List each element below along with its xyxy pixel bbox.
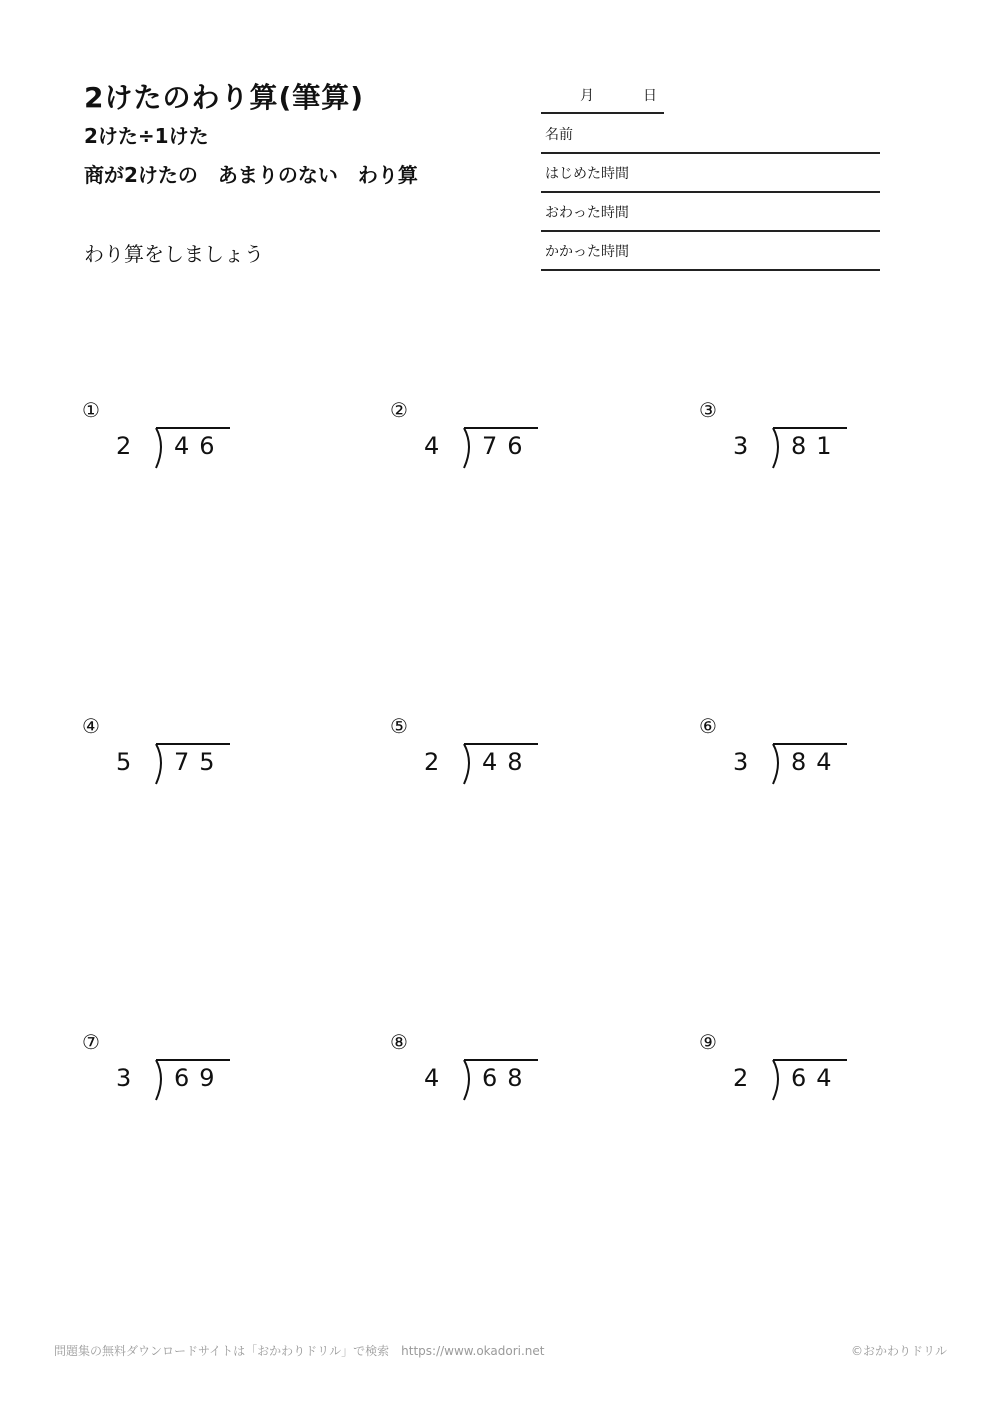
dividend: 81 <box>791 432 842 460</box>
date-month-label: 月 <box>580 88 594 104</box>
page-subtitle: 2けた÷1けた <box>84 124 209 148</box>
divisor: 5 <box>116 748 132 776</box>
divisor: 3 <box>116 1064 132 1092</box>
divisor: 4 <box>424 1064 440 1092</box>
divisor: 3 <box>733 748 749 776</box>
dividend: 46 <box>174 432 225 460</box>
problem-number: ② <box>390 398 408 422</box>
elapsed-time-field[interactable] <box>541 233 880 271</box>
problem-number: ④ <box>82 714 100 738</box>
end-time-field[interactable] <box>541 194 880 232</box>
dividend: 76 <box>482 432 533 460</box>
problem-1 <box>82 400 262 480</box>
start-time-label: はじめた時間 <box>545 166 629 182</box>
name-field[interactable] <box>541 116 880 154</box>
page-title: 2けたのわり算(筆算) <box>84 81 365 114</box>
end-time-label: おわった時間 <box>545 205 629 221</box>
dividend: 48 <box>482 748 533 776</box>
problem-2 <box>390 400 570 480</box>
problem-5 <box>390 716 570 796</box>
problem-number: ⑦ <box>82 1030 100 1054</box>
name-label: 名前 <box>545 127 573 143</box>
problem-number: ③ <box>699 398 717 422</box>
dividend: 64 <box>791 1064 842 1092</box>
problem-number: ⑨ <box>699 1030 717 1054</box>
divisor: 3 <box>733 432 749 460</box>
problem-6 <box>699 716 879 796</box>
problem-4 <box>82 716 262 796</box>
problem-number: ⑥ <box>699 714 717 738</box>
divisor: 2 <box>424 748 440 776</box>
problem-number: ⑤ <box>390 714 408 738</box>
page-subtitle-detail: 商が2けたの あまりのない わり算 <box>84 163 418 187</box>
divisor: 2 <box>733 1064 749 1092</box>
problem-number: ① <box>82 398 100 422</box>
start-time-field[interactable] <box>541 155 880 193</box>
dividend: 69 <box>174 1064 225 1092</box>
divisor: 4 <box>424 432 440 460</box>
date-underline <box>541 112 664 114</box>
footer-site-info: 問題集の無料ダウンロードサイトは「おかわりドリル」で検索 https://www.okadori.net <box>54 1344 545 1358</box>
dividend: 68 <box>482 1064 533 1092</box>
dividend: 75 <box>174 748 225 776</box>
elapsed-time-label: かかった時間 <box>545 244 629 260</box>
date-day-label: 日 <box>643 88 657 104</box>
dividend: 84 <box>791 748 842 776</box>
problem-8 <box>390 1032 570 1112</box>
problem-number: ⑧ <box>390 1030 408 1054</box>
footer-copyright: ©おかわりドリル <box>851 1344 948 1358</box>
problem-3 <box>699 400 879 480</box>
problem-7 <box>82 1032 262 1112</box>
divisor: 2 <box>116 432 132 460</box>
problem-9 <box>699 1032 879 1112</box>
instruction-text: わり算をしましょう <box>84 242 264 266</box>
